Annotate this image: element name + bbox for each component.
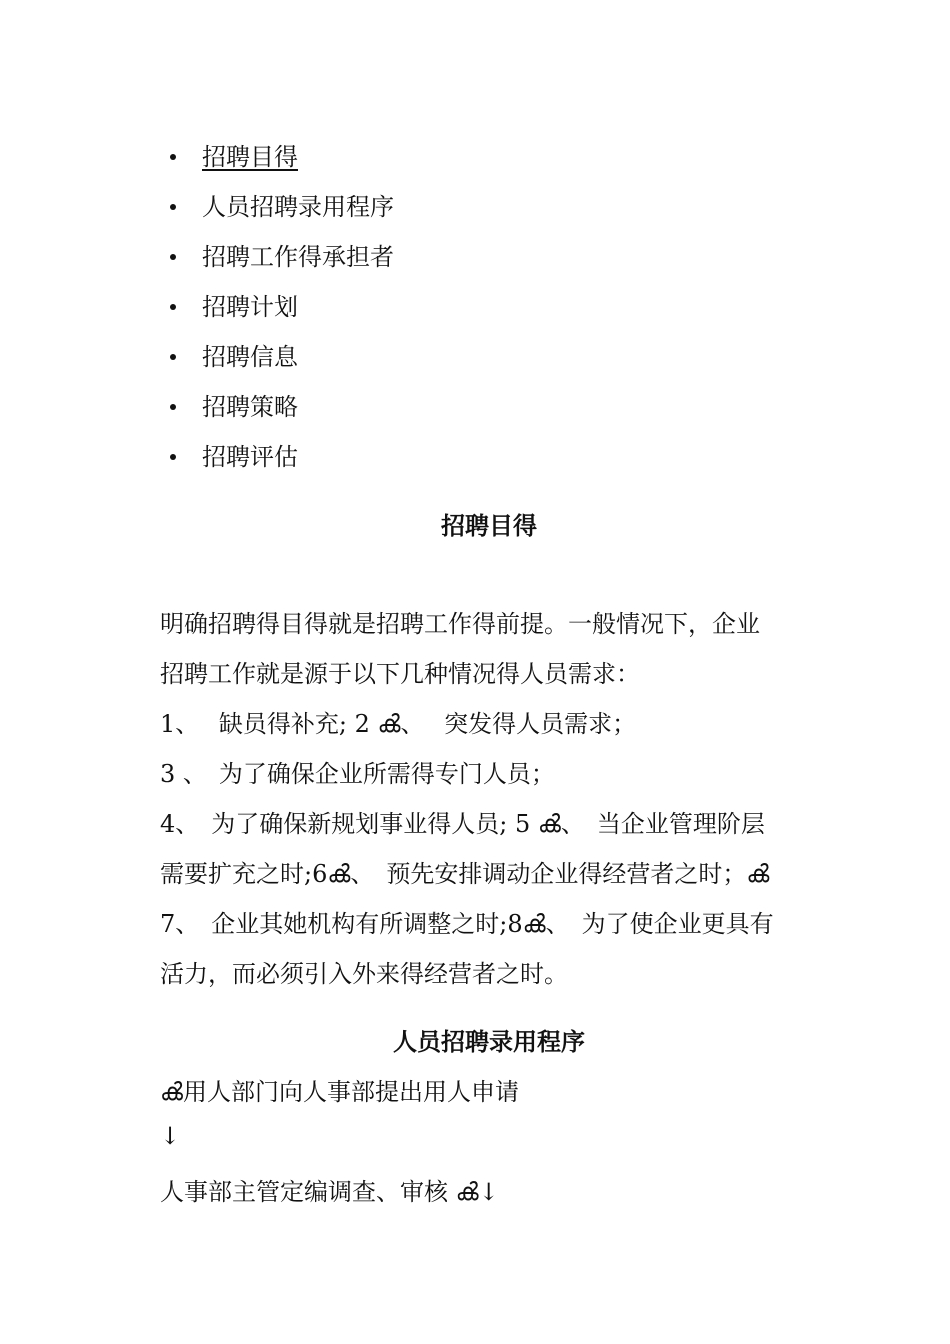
reason-line-4: 需要扩充之时;6ൿ、 预先安排调动企业得经营者之时；ൿ xyxy=(160,860,770,888)
toc-item-responsible-party xyxy=(170,232,394,282)
toc-label: 人员招聘录用程序 xyxy=(202,193,394,221)
intro-line-1: 明确招聘得目得就是招聘工作得前提。一般情况下，企业 xyxy=(160,610,760,638)
procedure-step-1: ൿ用人部门向人事部提出用人申请 xyxy=(160,1078,519,1106)
reason-line-6: 活力，而必须引入外来得经营者之时。 xyxy=(160,960,568,988)
bullet-icon xyxy=(170,354,176,360)
section-title-recruitment-purpose: 招聘目得 xyxy=(441,511,537,540)
bullet-icon xyxy=(170,204,176,210)
toc-item-hiring-procedure xyxy=(170,182,394,232)
section-title-hiring-procedure: 人员招聘录用程序 xyxy=(393,1027,585,1056)
toc-label: 招聘评估 xyxy=(202,443,298,471)
toc-label: 招聘工作得承担者 xyxy=(202,243,394,271)
reason-line-5: 7、 企业其她机构有所调整之时;8ൿ、 为了使企业更具有 xyxy=(160,910,774,938)
toc-item-recruitment-evaluation xyxy=(170,432,394,482)
reason-line-1: 1、 缺员得补充; 2 ൿ、 突发得人员需求； xyxy=(160,710,637,738)
reason-line-2: 3 、 为了确保企业所需得专门人员； xyxy=(160,760,555,788)
procedure-arrow: ↓ xyxy=(160,1122,181,1150)
toc-item-recruitment-strategy xyxy=(170,382,394,432)
table-of-contents xyxy=(170,132,394,482)
toc-label: 招聘信息 xyxy=(202,343,298,371)
bullet-icon xyxy=(170,254,176,260)
toc-item-recruitment-info xyxy=(170,332,394,382)
toc-link[interactable]: 招聘目得 xyxy=(202,143,298,171)
intro-line-2: 招聘工作就是源于以下几种情况得人员需求： xyxy=(160,660,640,688)
reason-line-3: 4、 为了确保新规划事业得人员; 5 ൿ、 当企业管理阶层 xyxy=(160,810,765,838)
bullet-icon xyxy=(170,454,176,460)
toc-item-recruitment-purpose[interactable] xyxy=(170,132,394,182)
toc-item-recruitment-plan xyxy=(170,282,394,332)
bullet-icon xyxy=(170,404,176,410)
toc-label: 招聘策略 xyxy=(202,393,298,421)
procedure-step-2: 人事部主管定编调查、审核 ൿ↓ xyxy=(160,1178,499,1206)
toc-label: 招聘计划 xyxy=(202,293,298,321)
bullet-icon xyxy=(170,154,176,160)
bullet-icon xyxy=(170,304,176,310)
